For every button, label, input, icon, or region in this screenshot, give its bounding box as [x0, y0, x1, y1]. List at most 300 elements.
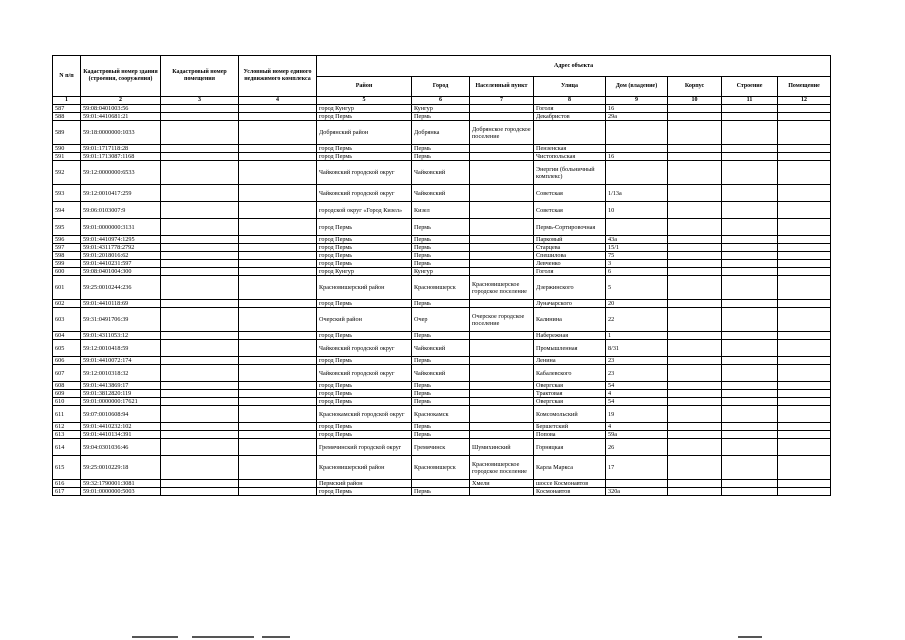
table-row — [53, 252, 831, 260]
cell-building — [722, 236, 778, 244]
cell-settlement — [470, 406, 534, 423]
cell-settlement — [470, 382, 534, 390]
cell-conditional — [239, 390, 317, 398]
cell-room-cadastral — [161, 185, 239, 202]
cell-district: Чайковский городской округ — [317, 365, 412, 382]
cell-city: Красновишерск — [412, 276, 470, 300]
cell-district: Чайковский городской округ — [317, 185, 412, 202]
cell-block — [668, 260, 722, 268]
cell-house: 19 — [606, 406, 668, 423]
cell-room-cadastral — [161, 219, 239, 236]
cell-settlement — [470, 268, 534, 276]
cell-street: Пензенская — [534, 145, 606, 153]
cell-city: Пермь — [412, 357, 470, 365]
cell-conditional — [239, 153, 317, 161]
cell-street: Набережная — [534, 332, 606, 340]
cell-settlement — [470, 219, 534, 236]
cell-block — [668, 332, 722, 340]
table-row — [53, 236, 831, 244]
cell-cadastral: 59:01:0000000:3131 — [81, 219, 161, 236]
cell-cadastral: 59:25:0010229:18 — [81, 456, 161, 480]
cell-room-cadastral — [161, 390, 239, 398]
cell-city: Кизел — [412, 202, 470, 219]
cell-house — [606, 161, 668, 185]
cell-building — [722, 488, 778, 496]
cell-room — [778, 244, 831, 252]
cell-room — [778, 145, 831, 153]
cell-room — [778, 185, 831, 202]
cell-room — [778, 105, 831, 113]
cell-house: 16 — [606, 153, 668, 161]
header-house: Дом (владение) — [606, 77, 668, 97]
cell-conditional — [239, 252, 317, 260]
cell-city: Пермь — [412, 252, 470, 260]
cell-room — [778, 488, 831, 496]
col-number: 8 — [534, 97, 606, 105]
cell-district: Красновишерский район — [317, 456, 412, 480]
table-row — [53, 219, 831, 236]
cell-room-cadastral — [161, 260, 239, 268]
cell-street: Космонавтов — [534, 488, 606, 496]
cell-cadastral: 59:01:2018016:62 — [81, 252, 161, 260]
cell-street: Кабалевского — [534, 365, 606, 382]
col-number: 2 — [81, 97, 161, 105]
cell-cadastral: 59:01:4410681:21 — [81, 113, 161, 121]
cell-house: 1/13а — [606, 185, 668, 202]
cell-settlement — [470, 423, 534, 431]
col-number: 11 — [722, 97, 778, 105]
cell-settlement — [470, 365, 534, 382]
cell-settlement — [470, 202, 534, 219]
cell-house: 8/31 — [606, 340, 668, 357]
table-row — [53, 276, 831, 300]
cell-cadastral: 59:32:1790001:3081 — [81, 480, 161, 488]
cell-room — [778, 260, 831, 268]
cell-conditional — [239, 406, 317, 423]
cell-conditional — [239, 268, 317, 276]
header-city: Город — [412, 77, 470, 97]
cell-settlement — [470, 340, 534, 357]
cell-house: 6 — [606, 268, 668, 276]
cell-district: город Пермь — [317, 300, 412, 308]
cell-street: Карла Маркса — [534, 456, 606, 480]
cell-room-cadastral — [161, 153, 239, 161]
cell-district: город Пермь — [317, 236, 412, 244]
cell-house: 59а — [606, 431, 668, 439]
cell-city: Пермь — [412, 244, 470, 252]
cell-num: 590 — [53, 145, 81, 153]
table-row — [53, 244, 831, 252]
cell-house: 16 — [606, 105, 668, 113]
cell-num: 593 — [53, 185, 81, 202]
cell-conditional — [239, 398, 317, 406]
cell-block — [668, 365, 722, 382]
table-row — [53, 153, 831, 161]
cell-street: Энергии (больничный комплекс) — [534, 161, 606, 185]
cell-conditional — [239, 236, 317, 244]
cell-building — [722, 340, 778, 357]
cell-cadastral: 59:01:4413869:17 — [81, 382, 161, 390]
cell-building — [722, 260, 778, 268]
cell-district: Пермский район — [317, 480, 412, 488]
table-row — [53, 398, 831, 406]
cell-conditional — [239, 365, 317, 382]
cell-room-cadastral — [161, 300, 239, 308]
table-row — [53, 113, 831, 121]
cell-cadastral: 59:01:4410232:102 — [81, 423, 161, 431]
cell-settlement — [470, 113, 534, 121]
cell-num: 606 — [53, 357, 81, 365]
table-row — [53, 480, 831, 488]
cell-building — [722, 202, 778, 219]
cell-block — [668, 456, 722, 480]
cell-house: 29а — [606, 113, 668, 121]
cell-building — [722, 390, 778, 398]
cell-room — [778, 300, 831, 308]
cell-block — [668, 406, 722, 423]
cell-street: Гоголя — [534, 268, 606, 276]
cell-conditional — [239, 488, 317, 496]
cell-street: Овергская — [534, 382, 606, 390]
cell-room — [778, 340, 831, 357]
cell-street — [534, 121, 606, 145]
cell-building — [722, 219, 778, 236]
cell-building — [722, 382, 778, 390]
header-cadastral-building: Кадастровый номер здания (строения, сооружения) — [81, 56, 161, 97]
cell-street: Пермь-Сортировочная — [534, 219, 606, 236]
cell-num: 601 — [53, 276, 81, 300]
cell-district: город Пермь — [317, 390, 412, 398]
cell-conditional — [239, 260, 317, 268]
col-number: 10 — [668, 97, 722, 105]
cell-room-cadastral — [161, 121, 239, 145]
cell-room-cadastral — [161, 480, 239, 488]
cell-settlement: Хмели — [470, 480, 534, 488]
cell-room-cadastral — [161, 423, 239, 431]
cell-conditional — [239, 121, 317, 145]
cell-street: Гоголя — [534, 105, 606, 113]
header-address: Адрес объекта — [317, 56, 831, 77]
cell-cadastral: 59:08:0401003:56 — [81, 105, 161, 113]
cell-house: 5 — [606, 276, 668, 300]
cell-block — [668, 300, 722, 308]
cell-conditional — [239, 456, 317, 480]
cell-house — [606, 480, 668, 488]
cell-settlement — [470, 153, 534, 161]
cell-conditional — [239, 185, 317, 202]
cell-room-cadastral — [161, 308, 239, 332]
cell-city: Чайковский — [412, 161, 470, 185]
cell-house: 17 — [606, 456, 668, 480]
table-row — [53, 382, 831, 390]
header-settlement: Населенный пункт — [470, 77, 534, 97]
cell-building — [722, 161, 778, 185]
cell-conditional — [239, 219, 317, 236]
cell-room-cadastral — [161, 252, 239, 260]
cell-street: Комсомольский — [534, 406, 606, 423]
table-row — [53, 390, 831, 398]
table-row — [53, 406, 831, 423]
table-row — [53, 357, 831, 365]
cell-house: 320а — [606, 488, 668, 496]
cell-settlement — [470, 252, 534, 260]
cell-cadastral: 59:01:4311053:12 — [81, 332, 161, 340]
cell-room — [778, 390, 831, 398]
cell-room-cadastral — [161, 398, 239, 406]
cell-city: Пермь — [412, 153, 470, 161]
cell-num: 615 — [53, 456, 81, 480]
cell-settlement — [470, 185, 534, 202]
cell-city: Пермь — [412, 382, 470, 390]
cell-city: Кунгур — [412, 268, 470, 276]
cell-num: 587 — [53, 105, 81, 113]
cell-building — [722, 431, 778, 439]
cell-cadastral: 59:01:0000000:5003 — [81, 488, 161, 496]
cell-building — [722, 480, 778, 488]
cell-num: 596 — [53, 236, 81, 244]
cell-room-cadastral — [161, 145, 239, 153]
cell-district: Краснокамский городской округ — [317, 406, 412, 423]
cell-city: Пермь — [412, 260, 470, 268]
cell-building — [722, 300, 778, 308]
cell-building — [722, 365, 778, 382]
col-number: 4 — [239, 97, 317, 105]
table-row — [53, 423, 831, 431]
cell-settlement — [470, 398, 534, 406]
cell-num: 616 — [53, 480, 81, 488]
cell-cadastral: 59:01:4410974:1295 — [81, 236, 161, 244]
table-row — [53, 145, 831, 153]
cell-city: Краснокамск — [412, 406, 470, 423]
cell-block — [668, 268, 722, 276]
cell-city — [412, 480, 470, 488]
cell-district: город Пермь — [317, 113, 412, 121]
cell-num: 595 — [53, 219, 81, 236]
cell-room-cadastral — [161, 357, 239, 365]
table-row — [53, 365, 831, 382]
cell-settlement — [470, 161, 534, 185]
cell-settlement: Красновишерское городское поселение — [470, 276, 534, 300]
column-number-row — [53, 97, 831, 105]
cell-num: 597 — [53, 244, 81, 252]
cell-conditional — [239, 439, 317, 456]
cell-room-cadastral — [161, 456, 239, 480]
cell-house: 3 — [606, 260, 668, 268]
table-row — [53, 456, 831, 480]
cell-block — [668, 145, 722, 153]
cell-city: Пермь — [412, 300, 470, 308]
table-row — [53, 300, 831, 308]
cell-conditional — [239, 357, 317, 365]
cell-room — [778, 276, 831, 300]
cell-street: Овергская — [534, 398, 606, 406]
cell-house: 54 — [606, 398, 668, 406]
cell-settlement — [470, 236, 534, 244]
cell-building — [722, 153, 778, 161]
cell-district: город Пермь — [317, 332, 412, 340]
cell-block — [668, 236, 722, 244]
cell-district: город Пермь — [317, 357, 412, 365]
cell-num: 602 — [53, 300, 81, 308]
cell-city: Добрянка — [412, 121, 470, 145]
cell-settlement: Добрянское городское поселение — [470, 121, 534, 145]
cell-conditional — [239, 340, 317, 357]
cell-room-cadastral — [161, 276, 239, 300]
cell-street: Старцева — [534, 244, 606, 252]
cell-street: Декабристов — [534, 113, 606, 121]
property-table — [52, 55, 831, 496]
cell-house — [606, 145, 668, 153]
cell-settlement — [470, 105, 534, 113]
cell-room — [778, 456, 831, 480]
cell-house — [606, 219, 668, 236]
cell-block — [668, 219, 722, 236]
cell-num: 607 — [53, 365, 81, 382]
cell-building — [722, 308, 778, 332]
cell-district: городской округ «Город Кизел» — [317, 202, 412, 219]
cell-num: 594 — [53, 202, 81, 219]
cell-city: Пермь — [412, 219, 470, 236]
cell-city: Пермь — [412, 332, 470, 340]
cell-block — [668, 439, 722, 456]
cell-conditional — [239, 244, 317, 252]
cell-room — [778, 332, 831, 340]
col-number: 12 — [778, 97, 831, 105]
cell-street: Советская — [534, 202, 606, 219]
cell-settlement — [470, 390, 534, 398]
cell-building — [722, 105, 778, 113]
cell-room — [778, 268, 831, 276]
cell-district: город Пермь — [317, 398, 412, 406]
cell-cadastral: 59:18:0000000:1033 — [81, 121, 161, 145]
cell-conditional — [239, 308, 317, 332]
cell-district: Гремячинский городской округ — [317, 439, 412, 456]
cell-conditional — [239, 431, 317, 439]
cell-building — [722, 268, 778, 276]
cell-settlement — [470, 332, 534, 340]
cell-num: 611 — [53, 406, 81, 423]
cell-district: город Пермь — [317, 219, 412, 236]
cell-city: Пермь — [412, 423, 470, 431]
cell-street: Советская — [534, 185, 606, 202]
cell-block — [668, 423, 722, 431]
cell-street: Луначарского — [534, 300, 606, 308]
header-num: N п/п — [53, 56, 81, 97]
cell-room — [778, 161, 831, 185]
cell-num: 608 — [53, 382, 81, 390]
cell-block — [668, 202, 722, 219]
col-number: 9 — [606, 97, 668, 105]
cell-conditional — [239, 145, 317, 153]
cell-cadastral: 59:01:4311778:2792 — [81, 244, 161, 252]
cell-district: город Кунгур — [317, 268, 412, 276]
cell-num: 588 — [53, 113, 81, 121]
cell-room-cadastral — [161, 105, 239, 113]
cell-street: Трактовая — [534, 390, 606, 398]
cell-street: Дзержинского — [534, 276, 606, 300]
cell-room — [778, 365, 831, 382]
cell-building — [722, 456, 778, 480]
cell-room — [778, 357, 831, 365]
cell-building — [722, 357, 778, 365]
cell-building — [722, 113, 778, 121]
cell-num: 600 — [53, 268, 81, 276]
header-cadastral-room: Кадастровый номер помещения — [161, 56, 239, 97]
cell-district: город Пермь — [317, 252, 412, 260]
cell-street: Бершетский — [534, 423, 606, 431]
table-row — [53, 121, 831, 145]
cell-num: 592 — [53, 161, 81, 185]
cell-settlement — [470, 357, 534, 365]
cell-building — [722, 398, 778, 406]
cell-cadastral: 59:01:3812820:119 — [81, 390, 161, 398]
cell-block — [668, 382, 722, 390]
cell-house: 1 — [606, 332, 668, 340]
cell-num: 614 — [53, 439, 81, 456]
cell-house: 4 — [606, 390, 668, 398]
cell-district: город Кунгур — [317, 105, 412, 113]
cell-cadastral: 59:31:0491706:39 — [81, 308, 161, 332]
cell-room-cadastral — [161, 406, 239, 423]
cell-room — [778, 423, 831, 431]
cell-building — [722, 276, 778, 300]
cell-district: город Пермь — [317, 431, 412, 439]
cell-room — [778, 382, 831, 390]
cell-room — [778, 431, 831, 439]
cell-cadastral: 59:01:1717118:28 — [81, 145, 161, 153]
table-row — [53, 308, 831, 332]
cell-district: город Пермь — [317, 145, 412, 153]
cell-room — [778, 236, 831, 244]
cell-block — [668, 161, 722, 185]
table-row — [53, 340, 831, 357]
cell-city: Пермь — [412, 145, 470, 153]
cell-cadastral: 59:01:4410072:174 — [81, 357, 161, 365]
cell-num: 610 — [53, 398, 81, 406]
table-body — [53, 105, 831, 496]
header-room: Помещение — [778, 77, 831, 97]
cell-room-cadastral — [161, 202, 239, 219]
cell-house: 15/1 — [606, 244, 668, 252]
cell-street: Попова — [534, 431, 606, 439]
cell-room — [778, 439, 831, 456]
table-row — [53, 332, 831, 340]
cell-block — [668, 244, 722, 252]
cell-city: Гремячинск — [412, 439, 470, 456]
cell-district: город Пермь — [317, 153, 412, 161]
col-number: 6 — [412, 97, 470, 105]
cell-cadastral: 59:25:0010244:236 — [81, 276, 161, 300]
cell-district: город Пермь — [317, 488, 412, 496]
cell-settlement — [470, 488, 534, 496]
cell-house: 26 — [606, 439, 668, 456]
cell-street: Горняцкая — [534, 439, 606, 456]
cell-num: 613 — [53, 431, 81, 439]
col-number: 7 — [470, 97, 534, 105]
cell-house: 23 — [606, 365, 668, 382]
col-number: 3 — [161, 97, 239, 105]
cell-street: Калинина — [534, 308, 606, 332]
cell-district: Красновишерский район — [317, 276, 412, 300]
cell-city: Красновишерск — [412, 456, 470, 480]
cell-building — [722, 332, 778, 340]
cell-house: 75 — [606, 252, 668, 260]
cell-city: Чайковский — [412, 185, 470, 202]
cell-cadastral: 59:01:4410231:597 — [81, 260, 161, 268]
cell-block — [668, 185, 722, 202]
cell-block — [668, 398, 722, 406]
table-header — [53, 56, 831, 105]
